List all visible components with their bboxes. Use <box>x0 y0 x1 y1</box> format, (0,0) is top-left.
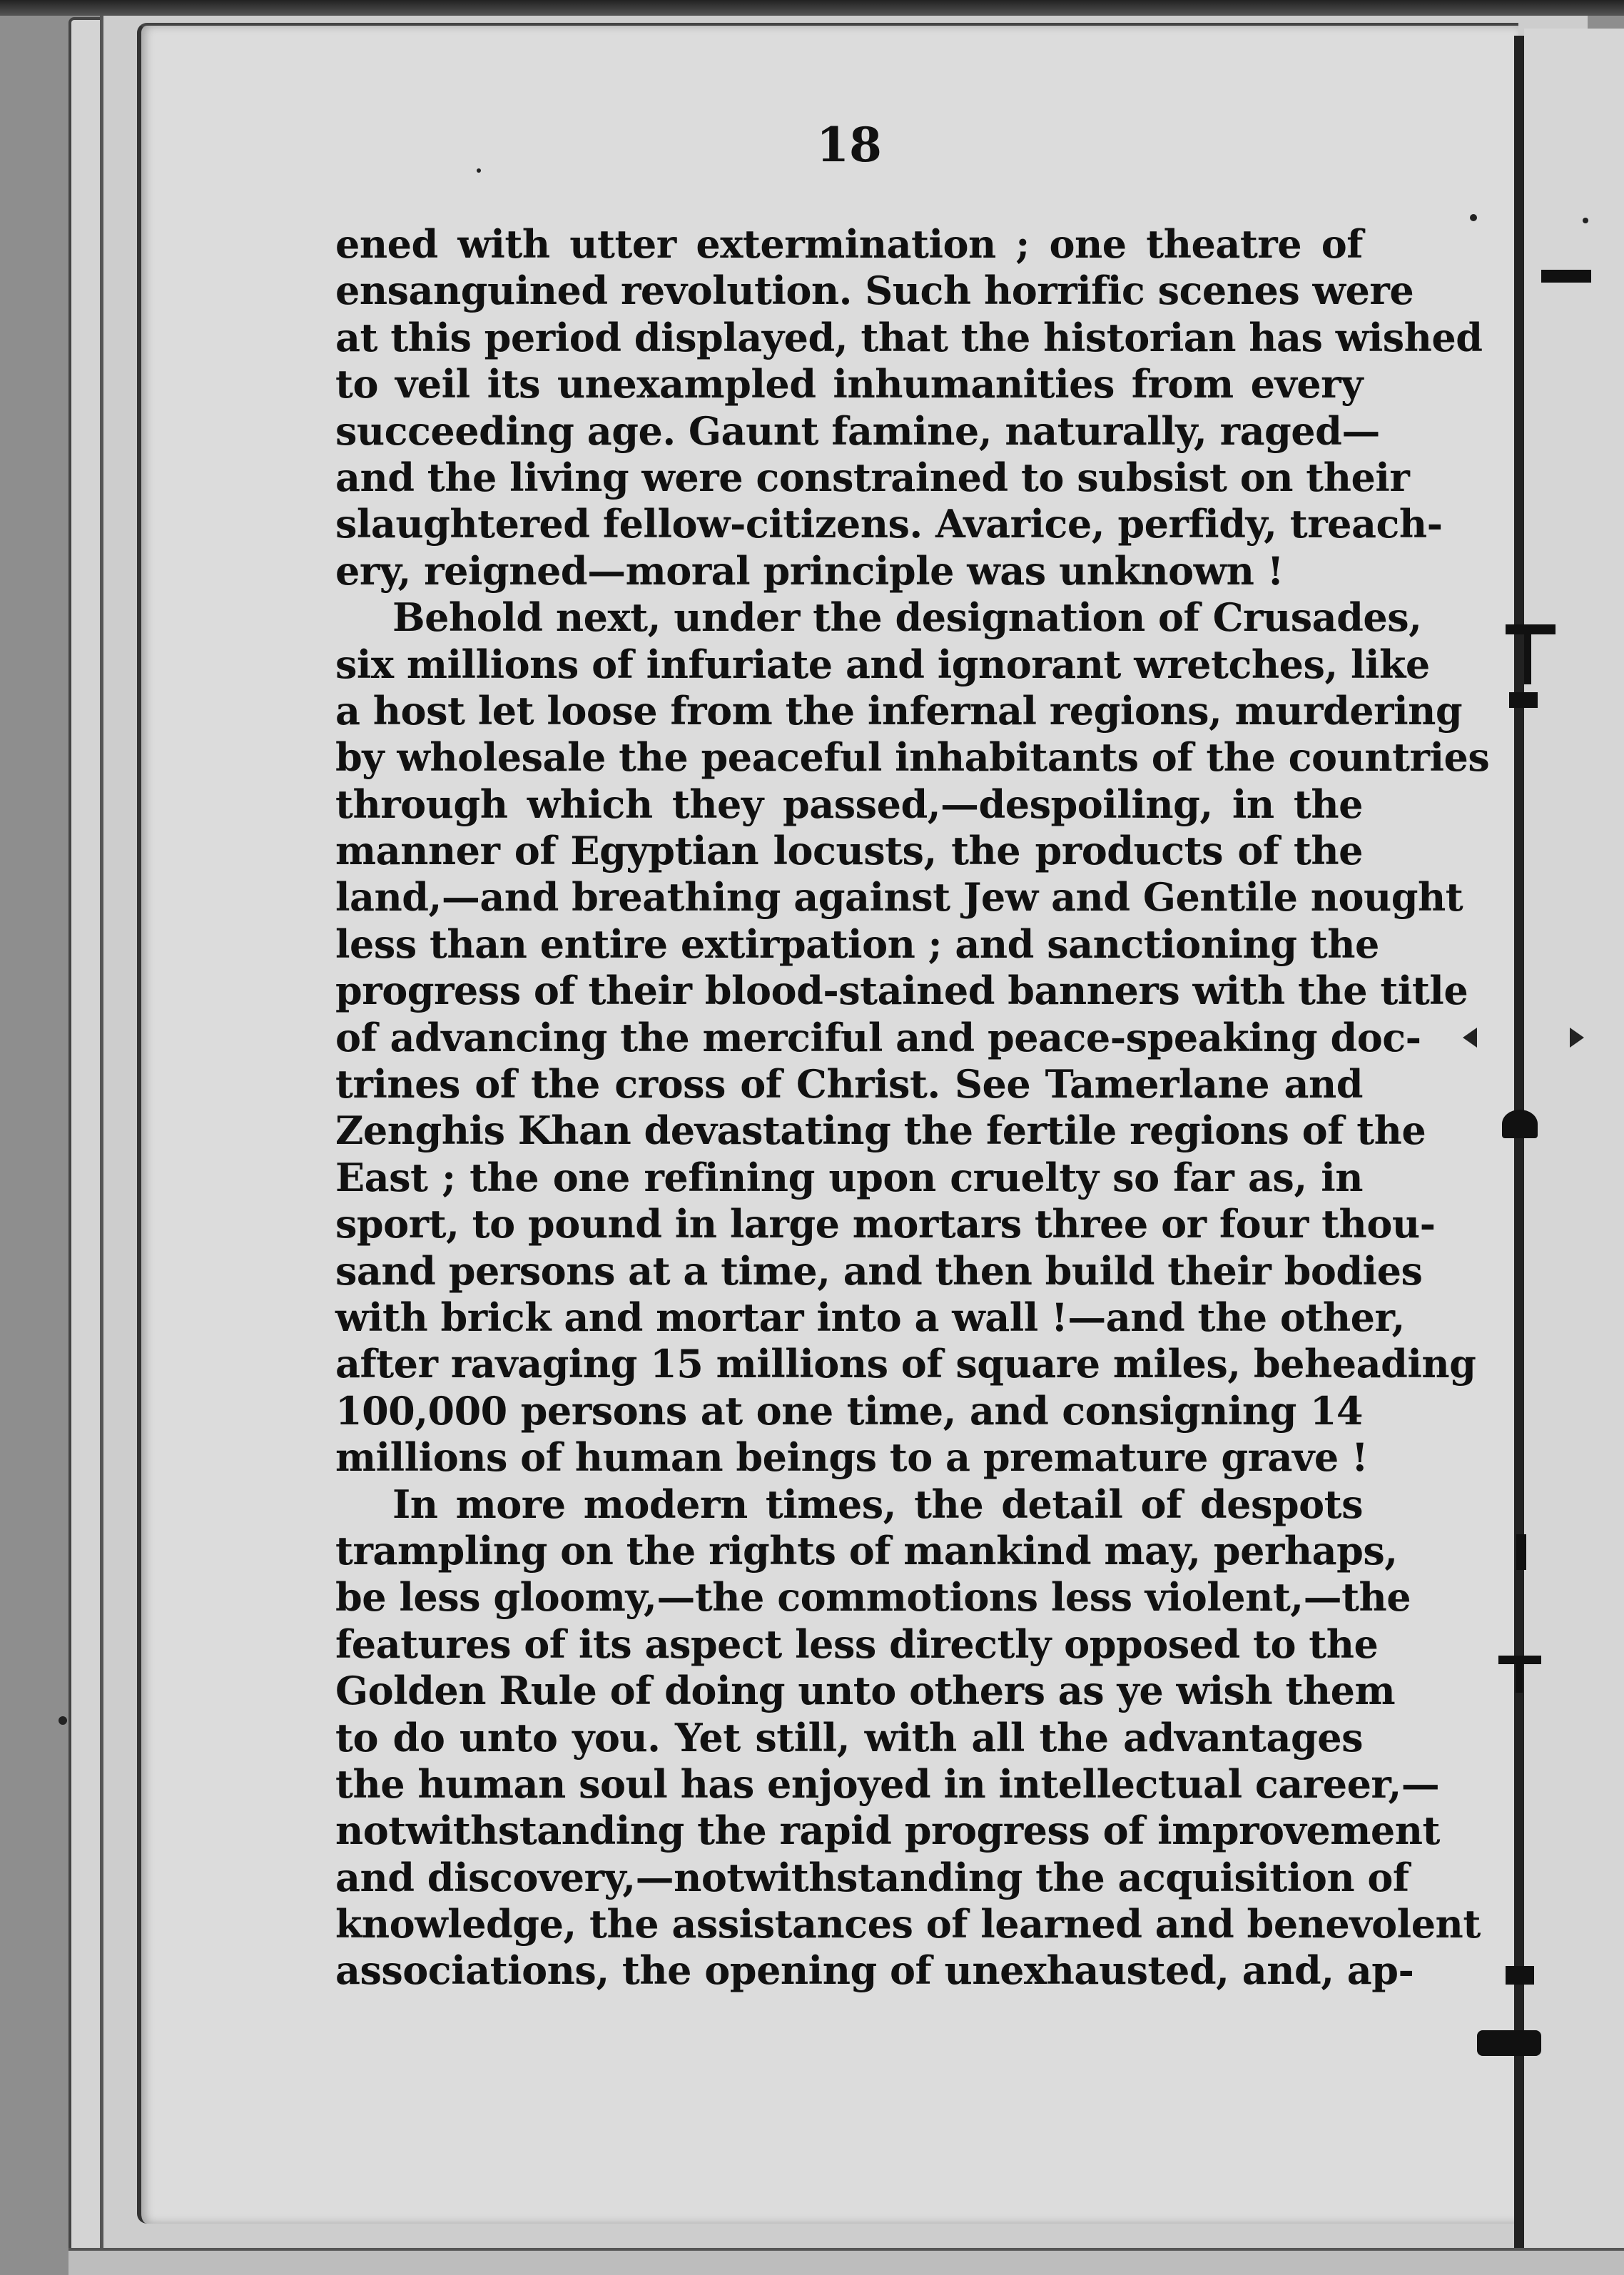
adjacent-page-strip <box>1524 29 1624 2272</box>
text-line: millions of human beings to a premature grave ! <box>335 1434 1369 1481</box>
page-gutter-edge <box>1514 36 1524 2262</box>
text-line: after ravaging 15 millions of square miles, beheading <box>335 1341 1476 1387</box>
text-line: succeeding age. Gaunt famine, naturally, raged— <box>335 407 1380 454</box>
text-line: features of its aspect less directly opposed to the <box>335 1621 1379 1667</box>
text-line: a host let loose from the infernal regions, murdering <box>335 687 1463 734</box>
text-line: trines of the cross of Christ. See Tamerlane and <box>335 1061 1363 1108</box>
text-line: of advancing the merciful and peace-speaking doc- <box>335 1014 1421 1060</box>
text-line: less than entire extirpation ; and sanctioning the <box>335 921 1379 967</box>
text-line: Behold next, under the designation of Crusades, <box>392 594 1422 641</box>
binding-mark <box>1477 2030 1541 2056</box>
binding-mark <box>1524 634 1531 684</box>
text-line: manner of Egyptian locusts, the products of the <box>335 828 1363 874</box>
binding-mark <box>1502 1110 1538 1138</box>
text-line: notwithstanding the rapid progress of improvement <box>335 1808 1440 1854</box>
text-line: land,—and breathing against Jew and Gentile nought <box>335 874 1463 921</box>
binding-mark <box>1516 1534 1526 1570</box>
body-text <box>335 221 1490 1995</box>
text-line: be less gloomy,—the commotions less violent,—the <box>335 1574 1411 1621</box>
text-line: at this period displayed, that the historian has wished <box>335 314 1483 360</box>
text-line: East ; the one refining upon cruelty so far as, in <box>335 1154 1363 1200</box>
text-line: by wholesale the peaceful inhabitants of the countries <box>335 734 1490 781</box>
scan-top-edge <box>0 0 1624 16</box>
text-line: to veil its unexampled inhumanities from every <box>335 361 1363 407</box>
text-line: and the living were constrained to subsist on their <box>335 454 1410 500</box>
scan-bottom-edge <box>68 2248 1624 2275</box>
text-line: sport, to pound in large mortars three or four thou- <box>335 1201 1436 1247</box>
text-line: In more modern times, the detail of despots <box>392 1481 1363 1527</box>
binding-mark <box>1509 692 1538 708</box>
text-line: associations, the opening of unexhausted, and, ap- <box>335 1947 1414 1994</box>
text-line: with brick and mortar into a wall !—and the other, <box>335 1294 1405 1340</box>
print-speck <box>59 1716 67 1725</box>
text-line: through which they passed,—despoiling, in the <box>335 781 1363 827</box>
binding-mark <box>1498 1656 1541 1664</box>
text-line: trampling on the rights of mankind may, perhaps, <box>335 1527 1398 1574</box>
print-speck <box>1583 218 1588 223</box>
text-line: slaughtered fellow-citizens. Avarice, perfidy, treach- <box>335 501 1443 547</box>
binding-mark <box>1506 1966 1534 1985</box>
text-line: Zenghis Khan devastating the fertile regions of the <box>335 1108 1426 1154</box>
text-line: the human soul has enjoyed in intellectual career,— <box>335 1760 1440 1807</box>
margin-notch <box>1570 1028 1584 1048</box>
text-line: ened with utter extermination ; one theatre of <box>335 221 1363 267</box>
text-line: 100,000 persons at one time, and consigning 14 <box>335 1387 1363 1434</box>
text-line: to do unto you. Yet still, with all the advantages <box>335 1714 1363 1760</box>
text-line: progress of their blood-stained banners with the title <box>335 968 1468 1014</box>
text-line: and discovery,—notwithstanding the acquisition of <box>335 1854 1409 1900</box>
text-line: knowledge, the assistances of learned and benevolent <box>335 1901 1481 1947</box>
binding-mark <box>1516 1664 1523 1693</box>
binding-mark <box>1506 624 1556 634</box>
text-line: sand persons at a time, and then build their bodies <box>335 1247 1423 1294</box>
print-speck <box>1470 214 1477 221</box>
text-line: six millions of infuriate and ignorant wretches, like <box>335 641 1430 687</box>
margin-notch <box>1463 1028 1477 1048</box>
text-line: ery, reigned—moral principle was unknown ! <box>335 547 1284 594</box>
print-speck <box>477 168 481 173</box>
page-number: 18 <box>816 117 882 173</box>
text-line: ensanguined revolution. Such horrific scenes were <box>335 268 1414 314</box>
text-line: Golden Rule of doing unto others as ye wish them <box>335 1668 1396 1714</box>
binding-mark <box>1541 270 1591 283</box>
